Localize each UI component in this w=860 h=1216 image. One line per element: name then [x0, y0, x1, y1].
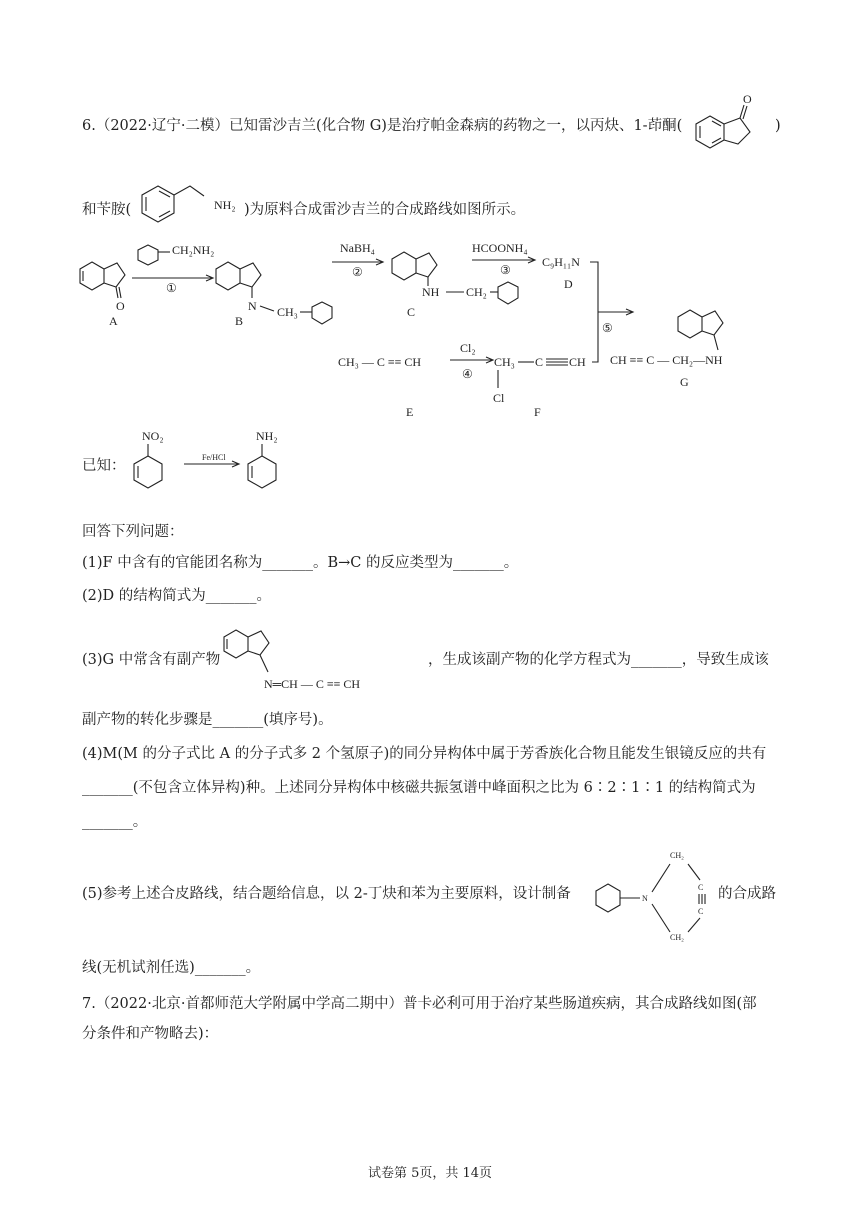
q6-part4-text-a: (4)M(M 的分子式比 A 的分子式多 2 个氢原子)的同分异构体中属于芳香族化合物且能发生银镜反应的共有	[82, 746, 767, 762]
q6-intro-text-a: 6.（2022·辽宁·二模）已知雷沙吉兰(化合物 G)是治疗帕金森病的药物之一，以丙炔、1-茚酮(	[82, 118, 683, 134]
arrow-step1	[132, 243, 214, 295]
benzylamine-nh2-label: NH₂	[214, 198, 236, 212]
ring-c1: C	[698, 883, 704, 892]
compound-D-label: D	[564, 277, 573, 291]
q6-intro-line2	[82, 200, 131, 220]
compound-F-label: F	[534, 405, 541, 419]
q7-line2-text: 分条件和产物略去)：	[82, 1026, 219, 1042]
byproduct-chain: N═CH — C ≡≡ CH	[264, 677, 361, 691]
compound-F-c: C	[535, 355, 544, 369]
known-reaction	[124, 424, 304, 504]
q6-intro-line1-end	[775, 116, 781, 136]
compound-G	[610, 310, 723, 389]
q6-intro2-text-b: )为原料合成雷沙吉兰的合成路线如图所示。	[244, 202, 526, 218]
q6-intro-line1	[82, 116, 682, 136]
ring-ch2-top: CH₂	[670, 851, 684, 860]
step4-label: ④	[462, 367, 473, 381]
arrow-step2	[332, 241, 383, 279]
q6-part2-text: (2)D 的结构简式为_______。	[82, 588, 272, 604]
compound-B-ch3: CH₃	[277, 305, 298, 319]
q6-part4-text-b: _______(不包含立体异构)种。上述同分异构体中核磁共振氢谱中峰面积之比为 6∶2∶1∶1 的结构简式为	[82, 780, 756, 796]
synthesis-scheme	[72, 232, 772, 422]
page-footer: 试卷第 5页，共 14页	[367, 1166, 493, 1181]
ring-c2: C	[698, 907, 704, 916]
step3-label: ③	[500, 263, 511, 277]
q7-line1	[82, 994, 757, 1014]
byproduct-structure	[218, 620, 418, 692]
target-ring-structure	[590, 840, 714, 944]
arrow-step3	[472, 241, 535, 277]
compound-A-o: O	[116, 299, 125, 313]
reagent3-label: HCOONH₄	[472, 241, 528, 255]
compound-F	[493, 355, 586, 419]
q6-part1-text: (1)F 中含有的官能团名称为_______。B→C 的反应类型为_______。	[82, 555, 519, 571]
q7-line1-text: 7.（2022·北京·首都师范大学附属中学高二期中）普卡必利可用于治疗某些肠道疾病，其合成路线如图(部	[82, 996, 757, 1012]
q6-part3-text-b: ，生成该副产物的化学方程式为_______，导致生成该	[428, 652, 769, 668]
answer-prompt	[82, 522, 184, 542]
indanone-structure	[688, 90, 768, 162]
indanone-o-label: O	[743, 92, 752, 106]
q6-part5-text-c: 线(无机试剂任选)_______。	[82, 960, 261, 976]
q6-part3-a	[82, 650, 220, 670]
compound-G-label: G	[680, 375, 689, 389]
answer-prompt-text: 回答下列问题：	[82, 524, 184, 540]
benzylamine-structure	[132, 180, 244, 230]
q6-intro-text-b: )	[775, 118, 781, 134]
known-label	[82, 456, 126, 476]
ring-ch2-bottom: CH₂	[670, 933, 684, 942]
compound-A	[80, 262, 125, 328]
q6-part3-text-a: (3)G 中常含有副产物	[82, 652, 221, 668]
q7-line2	[82, 1024, 218, 1044]
compound-D-formula: C₉H₁₁N	[542, 255, 580, 269]
q6-part1	[82, 553, 518, 573]
q6-part4-text-c: _______。	[82, 814, 148, 830]
compound-B-label: B	[235, 314, 244, 328]
known-label-text: 已知：	[82, 458, 126, 474]
q6-part2	[82, 586, 271, 606]
reagent4-label: Cl₂	[460, 341, 476, 355]
compound-E-formula: CH₃ — C ≡≡ CH	[338, 355, 422, 369]
q6-part5-text-b: 的合成路	[718, 886, 776, 902]
compound-C-ch2: CH₂	[466, 285, 487, 299]
q6-part5-a	[82, 884, 571, 904]
q6-part3-c	[82, 710, 333, 730]
known-reagent: Fe/HCl	[202, 453, 226, 462]
compound-B	[216, 262, 332, 328]
q6-part5-c	[82, 958, 260, 978]
q6-intro2-text-a: 和苄胺(	[82, 202, 132, 218]
q6-part3-b	[428, 650, 769, 670]
compound-G-chain: CH ≡≡ C — CH₂—NH	[610, 353, 723, 367]
q6-part3-text-c: 副产物的转化步骤是_______(填序号)。	[82, 712, 333, 728]
compound-E-label: E	[406, 405, 414, 419]
compound-C-nh: NH	[422, 285, 440, 299]
reagent2-label: NaBH₄	[340, 241, 375, 255]
q6-part4-a	[82, 744, 766, 764]
step5-label: ⑤	[602, 321, 613, 335]
compound-A-label: A	[109, 314, 118, 328]
amine-label: NH₂	[256, 429, 278, 443]
compound-F-cl: Cl	[493, 391, 505, 405]
q6-part4-b	[82, 778, 756, 798]
step2-label: ②	[352, 265, 363, 279]
compound-C-label: C	[407, 305, 416, 319]
reagent1-label: CH₂NH₂	[172, 243, 215, 257]
step1-label: ①	[166, 281, 177, 295]
compound-B-n: N	[248, 299, 257, 313]
q6-intro-line2-end	[244, 200, 525, 220]
q6-part5-text-a: (5)参考上述合皮路线，结合题给信息，以 2-丁炔和苯为主要原料，设计制备	[82, 886, 571, 902]
nitro-label: NO₂	[142, 429, 164, 443]
compound-F-ch: CH	[569, 355, 586, 369]
compound-F-ch3: CH₃	[494, 355, 515, 369]
q6-part5-b	[718, 884, 776, 904]
ring-n: N	[642, 894, 648, 903]
q6-part4-c	[82, 812, 147, 832]
